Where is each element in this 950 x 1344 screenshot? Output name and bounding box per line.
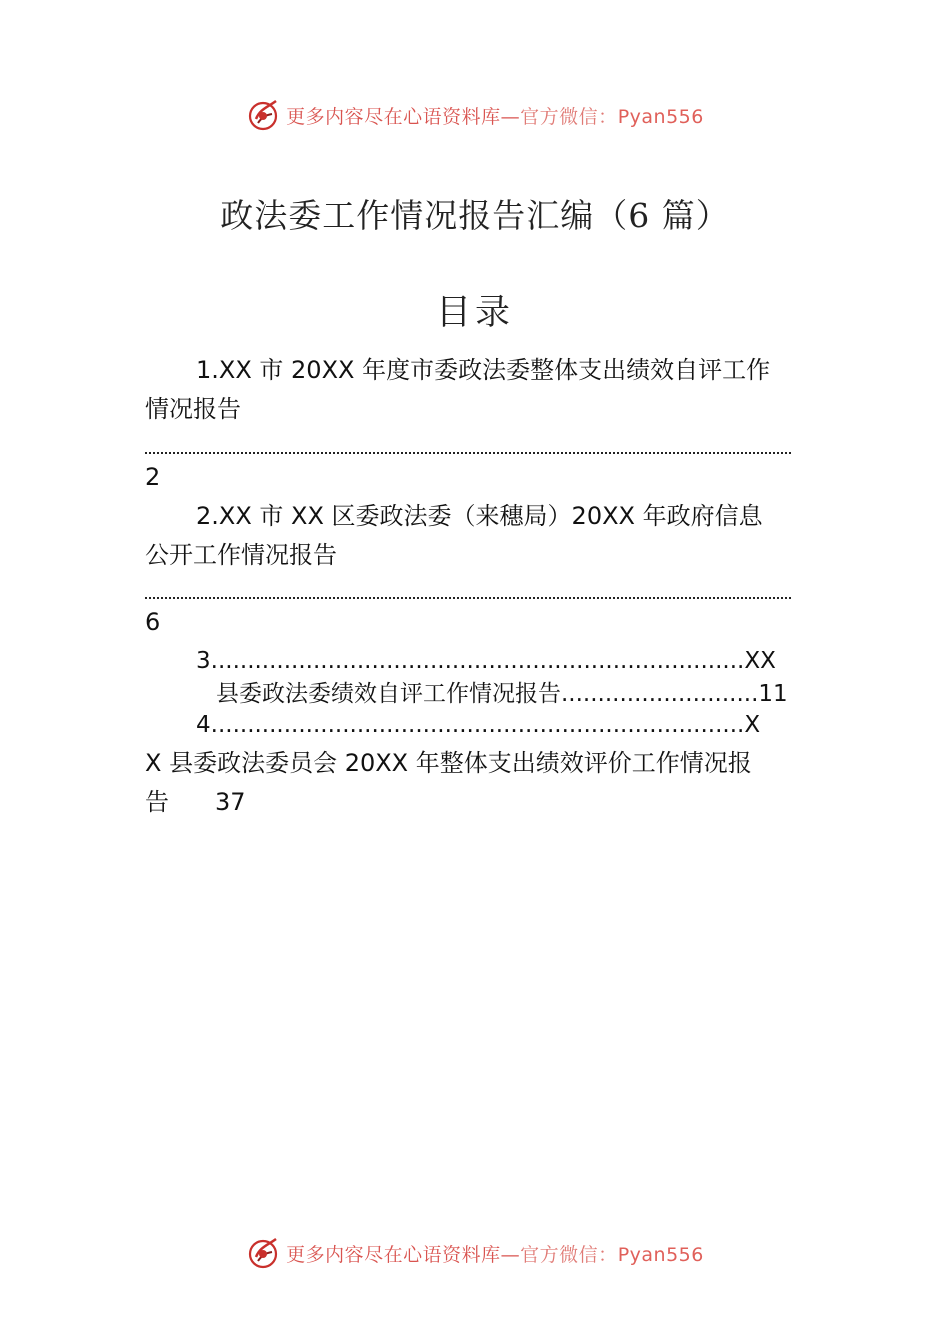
watermark-text: 更多内容尽在心语资料库—官方微信：Pyan556 [286,1243,704,1266]
toc-item-4-line2[interactable]: X 县委政法委员会 20XX 年整体支出绩效评价工作情况报 [145,749,752,777]
toc-item-3-line2[interactable]: 县委政法委绩效自评工作情况报告...........................11 [216,681,788,707]
watermark-header [0,95,950,135]
toc-item-1-leader [145,446,791,454]
document-title: 政法委工作情况报告汇编（6 篇） [220,196,730,235]
watermark-footer [0,1233,950,1273]
toc-item-2-page[interactable]: 6 [145,608,161,636]
toc-item-2-line2[interactable]: 公开工作情况报告 [145,541,337,569]
toc-item-4-page[interactable]: 37 [215,788,246,816]
brand-logo-icon [246,97,282,133]
watermark-text: 更多内容尽在心语资料库—官方微信：Pyan556 [286,105,704,128]
toc-item-1-line2[interactable]: 情况报告 [145,395,241,423]
toc-item-1-page[interactable]: 2 [145,463,161,491]
brand-logo-icon [246,1235,282,1271]
toc-item-2-leader [145,591,791,599]
toc-item-4-line1[interactable]: 4.........................................................................X [196,712,761,738]
toc-item-4-line3[interactable]: 告 [145,788,169,816]
toc-item-2-line1[interactable]: 2.XX 市 XX 区委政法委（来穗局）20XX 年政府信息 [196,502,763,530]
toc-heading: 目录 [435,293,514,333]
toc-item-1-line1[interactable]: 1.XX 市 20XX 年度市委政法委整体支出绩效自评工作 [196,356,771,384]
toc-item-3-line1[interactable]: 3.........................................................................XX [196,648,776,674]
